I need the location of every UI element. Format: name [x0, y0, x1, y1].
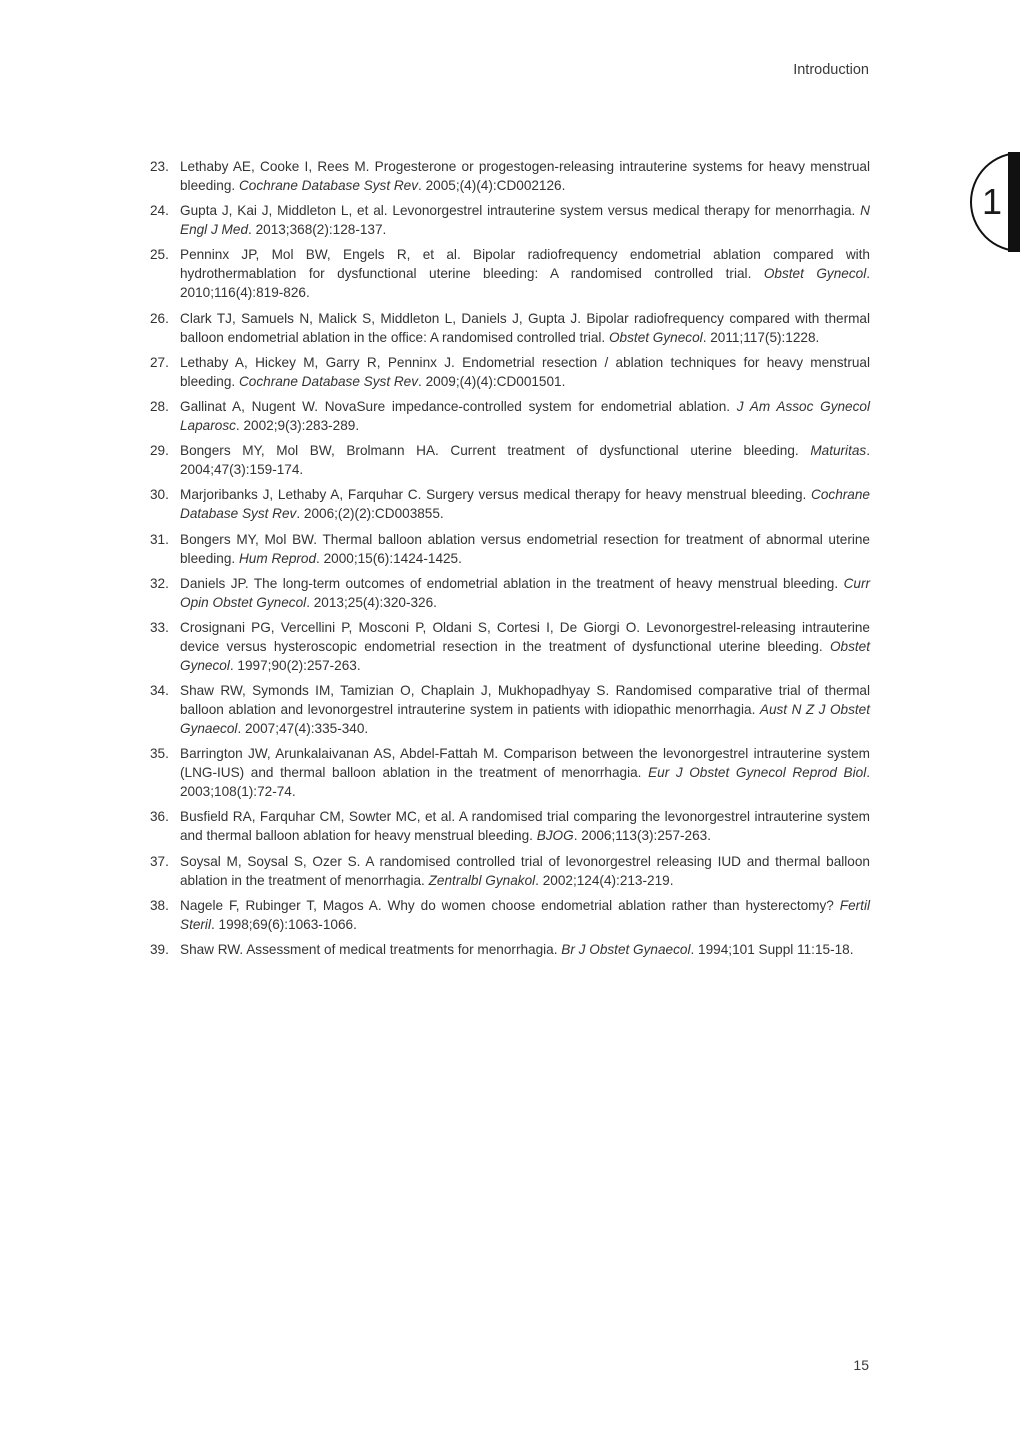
reference-text	[180, 309, 870, 347]
reference-details: . 2000;15(6):1424-1425.	[316, 550, 462, 566]
reference-details: . 2004;47(3):159-174.	[180, 443, 870, 478]
reference-list	[150, 157, 870, 965]
reference-journal: N Engl J Med	[180, 203, 870, 238]
reference-item	[150, 397, 870, 435]
reference-number: 33.	[150, 619, 169, 635]
reference-journal: Curr Opin Obstet Gynecol	[180, 575, 870, 610]
reference-authors-title: Daniels JP. The long-term outcomes of endometrial ablation in the treatment of heavy menstrual bleeding.	[180, 575, 844, 591]
reference-journal: Cochrane Database Syst Rev	[238, 373, 419, 389]
reference-number: 37.	[150, 853, 169, 869]
reference-details: . 2002;9(3):283-289.	[235, 417, 360, 433]
reference-journal: Maturitas	[810, 443, 867, 459]
reference-number: 29.	[150, 443, 169, 459]
reference-authors-title: Marjoribanks J, Lethaby A, Farquhar C. Surgery versus medical therapy for heavy menstrual bleeding.	[180, 487, 812, 503]
reference-number: 35.	[150, 746, 169, 762]
reference-authors-title: Nagele F, Rubinger T, Magos A. Why do women choose endometrial ablation rather than hysterectomy?	[180, 897, 840, 913]
reference-item	[150, 574, 870, 612]
reference-item	[150, 441, 870, 479]
reference-journal: J Am Assoc Gynecol Laparosc	[180, 398, 870, 433]
reference-item	[150, 309, 870, 347]
reference-number: 36.	[150, 809, 169, 825]
reference-text	[180, 530, 870, 568]
reference-authors-title: Gallinat A, Nugent W. NovaSure impedance-controlled system for endometrial ablation.	[180, 398, 737, 414]
reference-journal: Obstet Gynecol	[763, 266, 867, 282]
reference-text	[180, 485, 870, 523]
reference-item	[150, 681, 870, 738]
reference-text	[180, 618, 870, 675]
reference-authors-title: Lethaby A, Hickey M, Garry R, Penninx J. Endometrial resection / ablation techniques for heavy menstrual bleeding.	[180, 354, 870, 389]
reference-journal: Fertil Steril	[180, 897, 870, 932]
reference-journal: Aust N Z J Obstet Gynaecol	[180, 702, 870, 737]
reference-journal: Cochrane Database Syst Rev	[180, 487, 870, 522]
reference-authors-title: Barrington JW, Arunkalaivanan AS, Abdel-Fattah M. Comparison between the levonorgestrel intrauterine system (LNG-IUS) and thermal balloon ablation in the treatment of menorrhagia.	[180, 746, 870, 781]
page-number: 15	[853, 1357, 869, 1373]
reference-authors-title: Bongers MY, Mol BW. Thermal balloon ablation versus endometrial resection for treatment of abnormal uterine bleeding.	[180, 531, 870, 566]
reference-number: 38.	[150, 897, 169, 913]
reference-details: . 2007;47(4):335-340.	[237, 721, 369, 737]
reference-number: 24.	[150, 203, 169, 219]
reference-details: . 2002;124(4):213-219.	[535, 872, 674, 888]
reference-details: . 1994;101 Suppl 11:15-18.	[690, 942, 854, 957]
reference-item	[150, 618, 870, 675]
reference-authors-title: Shaw RW. Assessment of medical treatments for menorrhagia.	[180, 942, 562, 957]
reference-details: . 1997;90(2):257-263.	[229, 657, 361, 673]
reference-details: . 2009;(4)(4):CD001501.	[418, 373, 566, 389]
reference-item	[150, 852, 870, 890]
reference-item	[150, 245, 870, 302]
reference-text	[180, 201, 870, 239]
reference-details: . 1998;69(6):1063-1066.	[210, 916, 357, 932]
reference-number: 31.	[150, 531, 169, 547]
reference-text	[180, 574, 870, 612]
running-header: Introduction	[793, 62, 869, 78]
reference-number: 26.	[150, 310, 169, 326]
reference-item	[150, 485, 870, 523]
reference-text	[180, 157, 870, 195]
reference-details: . 2006;113(3):257-263.	[573, 828, 712, 844]
reference-text	[180, 681, 870, 738]
reference-authors-title: Soysal M, Soysal S, Ozer S. A randomised controlled trial of levonorgestrel releasing IUD and thermal balloon ablation in the treatment of menorrhagia.	[180, 853, 870, 888]
reference-text	[180, 744, 870, 801]
reference-authors-title: Gupta J, Kai J, Middleton L, et al. Levonorgestrel intrauterine system versus medical therapy for menorrhagia.	[180, 203, 861, 219]
reference-text	[180, 441, 870, 479]
reference-journal: Eur J Obstet Gynecol Reprod Biol	[648, 765, 867, 781]
reference-item	[150, 744, 870, 801]
reference-number: 23.	[150, 159, 169, 174]
reference-item	[150, 157, 870, 195]
reference-authors-title: Busfield RA, Farquhar CM, Sowter MC, et al. A randomised trial comparing the levonorgestrel intrauterine system and thermal balloon ablation for heavy menstrual bleeding.	[180, 809, 870, 844]
reference-authors-title: Clark TJ, Samuels N, Malick S, Middleton L, Daniels J, Gupta J. Bipolar radiofrequency compared with thermal balloon endometrial ablation in the office: A randomised controlled trial.	[180, 310, 870, 345]
reference-journal: Obstet Gynecol	[180, 638, 870, 673]
reference-details: . 2013;25(4):320-326.	[306, 594, 437, 610]
reference-details: . 2010;116(4):819-826.	[180, 266, 870, 301]
reference-text	[180, 940, 870, 959]
reference-journal: Br J Obstet Gynaecol	[561, 942, 691, 957]
reference-number: 32.	[150, 575, 169, 591]
reference-text	[180, 245, 870, 302]
reference-text	[180, 852, 870, 890]
reference-authors-title: Bongers MY, Mol BW, Brolmann HA. Current treatment of dysfunctional uterine bleeding.	[180, 443, 811, 459]
reference-details: . 2011;117(5):1228.	[702, 329, 820, 345]
reference-authors-title: Shaw RW, Symonds IM, Tamizian O, Chaplain J, Mukhopadhyay S. Randomised comparative trial of thermal balloon ablation and levonorgestrel intrauterine system in patients with idiopathic menorrhagia.	[180, 683, 870, 718]
reference-journal: Obstet Gynecol	[608, 329, 703, 345]
reference-authors-title: Crosignani PG, Vercellini P, Mosconi P, Oldani S, Cortesi I, De Giorgi O. Levonorgestrel-releasing intrauterine device versus hysteroscopic endometrial resection in the treatment of dysfunctional uterine bleeding.	[180, 619, 870, 654]
reference-item	[150, 896, 870, 934]
reference-details: . 2003;108(1):72-74.	[180, 765, 870, 800]
reference-journal: Hum Reprod	[238, 550, 317, 566]
reference-number: 30.	[150, 487, 169, 503]
reference-details: . 2005;(4)(4):CD002126.	[418, 178, 566, 193]
reference-number: 25.	[150, 247, 169, 263]
reference-item	[150, 940, 870, 959]
reference-item	[150, 530, 870, 568]
reference-journal: BJOG	[536, 828, 574, 844]
reference-text	[180, 353, 870, 391]
reference-authors-title: Lethaby AE, Cooke I, Rees M. Progesterone or progestogen-releasing intrauterine systems for heavy menstrual bleeding.	[180, 159, 870, 193]
reference-item	[150, 353, 870, 391]
reference-number: 28.	[150, 398, 169, 414]
reference-number: 34.	[150, 683, 169, 699]
reference-item	[150, 201, 870, 239]
reference-text	[180, 397, 870, 435]
reference-journal: Cochrane Database Syst Rev	[238, 178, 419, 193]
reference-authors-title: Penninx JP, Mol BW, Engels R, et al. Bipolar radiofrequency endometrial ablation compared with hydrothermablation for dysfunctional uterine bleeding: A randomised controlled trial.	[180, 247, 870, 282]
reference-details: . 2006;(2)(2):CD003855.	[296, 506, 444, 522]
reference-text	[180, 807, 870, 845]
reference-item	[150, 807, 870, 845]
reference-number: 39.	[150, 942, 169, 957]
reference-journal: Zentralbl Gynakol	[428, 872, 536, 888]
reference-details: . 2013;368(2):128-137.	[248, 222, 387, 238]
reference-number: 27.	[150, 354, 169, 370]
reference-text	[180, 896, 870, 934]
chapter-number: 1	[982, 181, 1003, 222]
